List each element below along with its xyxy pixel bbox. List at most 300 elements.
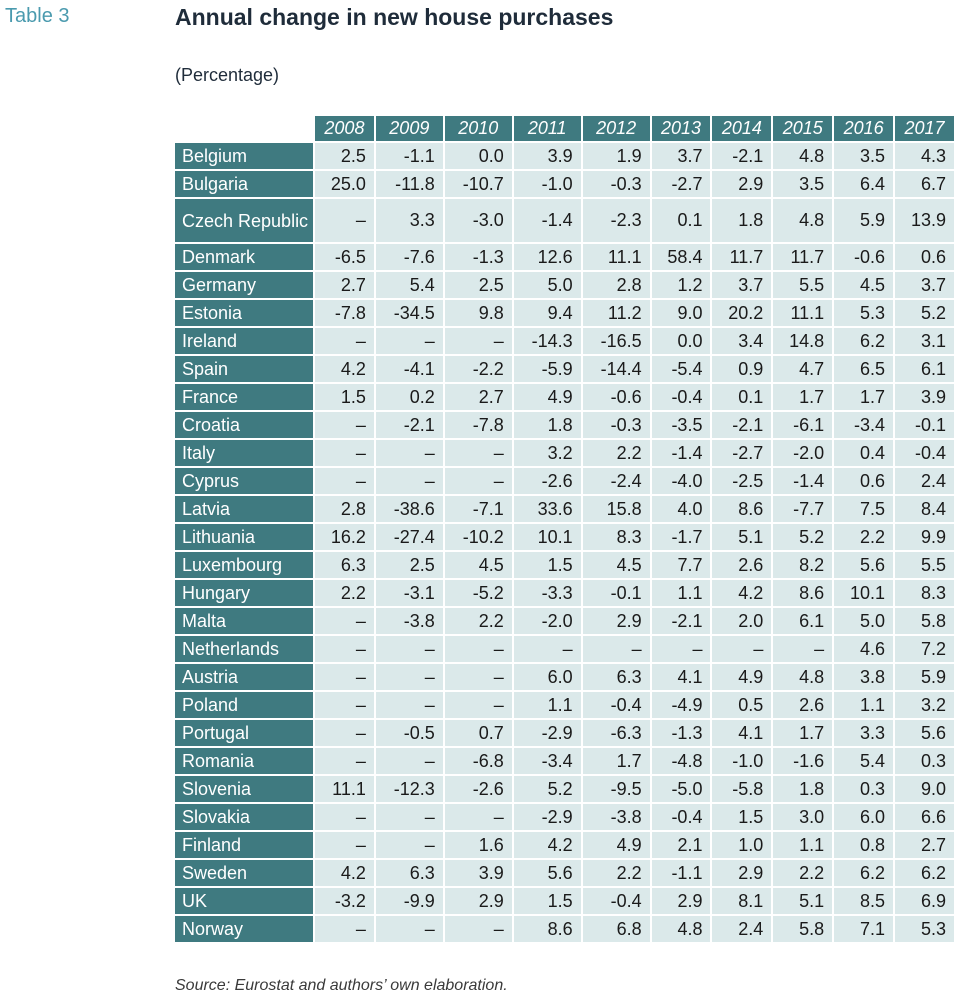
row-country-label: Sweden: [175, 860, 315, 888]
table-cell: 5.1: [773, 888, 834, 916]
table-cell: 2.1: [652, 832, 713, 860]
table-cell: 6.7: [895, 171, 956, 199]
table-cell: -0.3: [583, 412, 652, 440]
table-cell: 3.1: [895, 328, 956, 356]
table-cell: 4.6: [834, 636, 895, 664]
table-cell: 5.0: [834, 608, 895, 636]
table-cell: -16.5: [583, 328, 652, 356]
table-cell: –: [445, 664, 514, 692]
table-cell: 4.5: [583, 552, 652, 580]
table-cell: 2.2: [583, 440, 652, 468]
table-cell: –: [445, 692, 514, 720]
table-cell: 2.2: [445, 608, 514, 636]
corner-cell: [175, 116, 315, 143]
table-cell: -4.9: [652, 692, 713, 720]
table-cell: –: [773, 636, 834, 664]
table-cell: –: [445, 916, 514, 944]
table-cell: –: [712, 636, 773, 664]
column-header-2008: 2008: [315, 116, 376, 143]
table-cell: 5.5: [773, 272, 834, 300]
table-cell: 1.9: [583, 143, 652, 171]
table-cell: –: [315, 412, 376, 440]
row-country-label: Finland: [175, 832, 315, 860]
table-cell: -2.7: [712, 440, 773, 468]
header-row: [175, 116, 956, 143]
row-country-label: Norway: [175, 916, 315, 944]
table-cell: 3.8: [834, 664, 895, 692]
table-cell: 2.7: [445, 384, 514, 412]
table-cell: 2.9: [652, 888, 713, 916]
table-cell: 3.5: [834, 143, 895, 171]
table-cell: 5.6: [514, 860, 583, 888]
table-cell: 1.8: [514, 412, 583, 440]
table-cell: –: [376, 636, 445, 664]
table-row: [175, 720, 956, 748]
row-country-label: Italy: [175, 440, 315, 468]
table-cell: -2.1: [652, 608, 713, 636]
table-cell: -5.8: [712, 776, 773, 804]
table-row: [175, 300, 956, 328]
row-country-label: Lithuania: [175, 524, 315, 552]
table-cell: 6.4: [834, 171, 895, 199]
table-title: Annual change in new house purchases: [175, 4, 614, 30]
table-cell: 5.9: [834, 199, 895, 244]
table-cell: 3.7: [712, 272, 773, 300]
table-row: [175, 412, 956, 440]
table-cell: 0.1: [652, 199, 713, 244]
table-cell: 0.6: [895, 244, 956, 272]
table-cell: -2.6: [445, 776, 514, 804]
table-cell: –: [315, 199, 376, 244]
table-cell: 5.6: [834, 552, 895, 580]
table-cell: –: [376, 748, 445, 776]
row-country-label: France: [175, 384, 315, 412]
table-row: [175, 171, 956, 199]
table-cell: 2.2: [315, 580, 376, 608]
table-cell: -0.4: [895, 440, 956, 468]
table-cell: -1.0: [514, 171, 583, 199]
table-cell: 0.7: [445, 720, 514, 748]
table-label: Table 3: [5, 5, 70, 27]
table-cell: 5.2: [895, 300, 956, 328]
table-cell: -2.3: [583, 199, 652, 244]
table-cell: -38.6: [376, 496, 445, 524]
table-cell: 6.1: [773, 608, 834, 636]
table-row: [175, 608, 956, 636]
table-cell: 1.1: [514, 692, 583, 720]
table-cell: 3.4: [712, 328, 773, 356]
table-cell: –: [315, 748, 376, 776]
table-cell: –: [445, 468, 514, 496]
table-cell: 2.9: [583, 608, 652, 636]
table-cell: 1.5: [712, 804, 773, 832]
table-cell: 5.5: [895, 552, 956, 580]
row-country-label: Luxembourg: [175, 552, 315, 580]
table-cell: -5.4: [652, 356, 713, 384]
table-cell: 3.0: [773, 804, 834, 832]
table-cell: 4.2: [514, 832, 583, 860]
table-cell: 8.3: [895, 580, 956, 608]
table-cell: -1.3: [445, 244, 514, 272]
table-cell: -0.6: [834, 244, 895, 272]
table-cell: -34.5: [376, 300, 445, 328]
column-header-2017: 2017: [895, 116, 956, 143]
table-cell: -3.8: [376, 608, 445, 636]
table-row: [175, 664, 956, 692]
table-cell: -3.4: [834, 412, 895, 440]
table-cell: 6.2: [834, 860, 895, 888]
table-cell: -6.8: [445, 748, 514, 776]
table-cell: 2.5: [376, 552, 445, 580]
table-cell: 0.5: [712, 692, 773, 720]
table-cell: 6.5: [834, 356, 895, 384]
column-header-2013: 2013: [652, 116, 713, 143]
table-cell: -7.8: [445, 412, 514, 440]
table-cell: 2.2: [773, 860, 834, 888]
table-cell: 7.1: [834, 916, 895, 944]
table-cell: 11.2: [583, 300, 652, 328]
table-cell: –: [652, 636, 713, 664]
table-cell: 8.6: [712, 496, 773, 524]
table-cell: 5.0: [514, 272, 583, 300]
table-cell: 1.8: [712, 199, 773, 244]
table-cell: 6.3: [376, 860, 445, 888]
table-cell: -2.6: [514, 468, 583, 496]
source-note: Source: Eurostat and authors’ own elaboration.: [175, 977, 508, 994]
table-cell: 8.6: [773, 580, 834, 608]
table-cell: 2.7: [895, 832, 956, 860]
table-cell: -6.3: [583, 720, 652, 748]
table-row: [175, 496, 956, 524]
table-cell: 9.9: [895, 524, 956, 552]
table-cell: 8.1: [712, 888, 773, 916]
table-cell: -3.2: [315, 888, 376, 916]
table-cell: 11.7: [712, 244, 773, 272]
table-cell: 0.4: [834, 440, 895, 468]
table-body: [175, 143, 956, 944]
table-cell: 4.1: [712, 720, 773, 748]
table-cell: –: [315, 328, 376, 356]
table-cell: -0.4: [652, 804, 713, 832]
row-country-label: Hungary: [175, 580, 315, 608]
table-cell: 2.7: [315, 272, 376, 300]
table-cell: 4.0: [652, 496, 713, 524]
table-cell: 5.4: [834, 748, 895, 776]
table-cell: 6.3: [583, 664, 652, 692]
data-table: [175, 116, 956, 944]
table-cell: 2.9: [712, 860, 773, 888]
table-cell: 4.3: [895, 143, 956, 171]
column-header-2012: 2012: [583, 116, 652, 143]
table-cell: 4.7: [773, 356, 834, 384]
table-cell: 2.9: [712, 171, 773, 199]
table-cell: -7.6: [376, 244, 445, 272]
table-cell: –: [315, 832, 376, 860]
table-cell: -4.0: [652, 468, 713, 496]
table-cell: 3.9: [445, 860, 514, 888]
table-cell: 6.0: [514, 664, 583, 692]
table-row: [175, 860, 956, 888]
table-cell: 20.2: [712, 300, 773, 328]
table-cell: 2.0: [712, 608, 773, 636]
table-cell: 4.2: [712, 580, 773, 608]
table-cell: 3.9: [514, 143, 583, 171]
table-cell: 0.3: [834, 776, 895, 804]
column-header-2009: 2009: [376, 116, 445, 143]
table-cell: -27.4: [376, 524, 445, 552]
table-cell: –: [315, 440, 376, 468]
table-cell: 1.1: [652, 580, 713, 608]
table-row: [175, 804, 956, 832]
table-cell: 2.8: [583, 272, 652, 300]
row-country-label: Romania: [175, 748, 315, 776]
table-row: [175, 776, 956, 804]
table-cell: -1.3: [652, 720, 713, 748]
table-cell: 1.8: [773, 776, 834, 804]
table-cell: –: [376, 804, 445, 832]
table-row: [175, 692, 956, 720]
table-cell: –: [445, 440, 514, 468]
table-cell: 1.5: [514, 552, 583, 580]
table-cell: 1.7: [583, 748, 652, 776]
table-cell: –: [376, 440, 445, 468]
table-subtitle: (Percentage): [175, 65, 280, 85]
table-cell: 5.2: [514, 776, 583, 804]
table-cell: 11.1: [315, 776, 376, 804]
table-cell: –: [315, 916, 376, 944]
table-cell: –: [445, 804, 514, 832]
table-cell: -0.5: [376, 720, 445, 748]
table-cell: 4.1: [652, 664, 713, 692]
table-cell: –: [514, 636, 583, 664]
table-cell: -3.8: [583, 804, 652, 832]
column-header-2015: 2015: [773, 116, 834, 143]
table-cell: 4.9: [712, 664, 773, 692]
table-cell: 8.4: [895, 496, 956, 524]
table-cell: 4.2: [315, 356, 376, 384]
table-cell: -9.9: [376, 888, 445, 916]
table-cell: 11.1: [583, 244, 652, 272]
table-cell: 3.3: [834, 720, 895, 748]
table-cell: –: [376, 664, 445, 692]
table-cell: 6.1: [895, 356, 956, 384]
table-cell: 16.2: [315, 524, 376, 552]
table-cell: 9.4: [514, 300, 583, 328]
table-row: [175, 580, 956, 608]
table-row: [175, 199, 956, 244]
row-country-label: Austria: [175, 664, 315, 692]
table-cell: 2.2: [583, 860, 652, 888]
table-cell: 6.0: [834, 804, 895, 832]
table-cell: -2.7: [652, 171, 713, 199]
column-header-2011: 2011: [514, 116, 583, 143]
table-cell: 1.6: [445, 832, 514, 860]
table-cell: 6.9: [895, 888, 956, 916]
table-cell: 5.3: [834, 300, 895, 328]
table-cell: -2.0: [514, 608, 583, 636]
table-row: [175, 636, 956, 664]
table-cell: -1.4: [652, 440, 713, 468]
table-cell: 3.7: [895, 272, 956, 300]
table-cell: -2.1: [712, 143, 773, 171]
table-cell: 4.8: [773, 143, 834, 171]
table-cell: 5.6: [895, 720, 956, 748]
table-cell: -0.4: [583, 692, 652, 720]
table-cell: 0.0: [652, 328, 713, 356]
table-cell: -6.1: [773, 412, 834, 440]
table-cell: -2.9: [514, 720, 583, 748]
table-cell: 5.3: [895, 916, 956, 944]
table-cell: -0.6: [583, 384, 652, 412]
row-country-label: Croatia: [175, 412, 315, 440]
table-cell: 0.8: [834, 832, 895, 860]
table-cell: -3.3: [514, 580, 583, 608]
table-cell: -0.3: [583, 171, 652, 199]
table-cell: 6.3: [315, 552, 376, 580]
table-cell: 0.0: [445, 143, 514, 171]
row-country-label: Czech Republic: [175, 199, 315, 244]
table-cell: –: [315, 664, 376, 692]
table-cell: -2.2: [445, 356, 514, 384]
table-cell: -14.3: [514, 328, 583, 356]
table-cell: -2.1: [712, 412, 773, 440]
table-cell: -7.8: [315, 300, 376, 328]
table-cell: 6.2: [834, 328, 895, 356]
table-cell: –: [315, 804, 376, 832]
table-cell: –: [583, 636, 652, 664]
table-cell: 5.4: [376, 272, 445, 300]
table-row: [175, 384, 956, 412]
table-cell: -1.7: [652, 524, 713, 552]
table-cell: -2.9: [514, 804, 583, 832]
table-cell: 2.4: [895, 468, 956, 496]
column-header-2014: 2014: [712, 116, 773, 143]
table-cell: 0.6: [834, 468, 895, 496]
table-cell: 2.6: [712, 552, 773, 580]
row-country-label: Poland: [175, 692, 315, 720]
row-country-label: Bulgaria: [175, 171, 315, 199]
row-country-label: Germany: [175, 272, 315, 300]
table-cell: –: [376, 832, 445, 860]
table-cell: 9.8: [445, 300, 514, 328]
table-cell: 2.6: [773, 692, 834, 720]
table-cell: -12.3: [376, 776, 445, 804]
table-row: [175, 916, 956, 944]
table-cell: -7.7: [773, 496, 834, 524]
table-cell: 2.9: [445, 888, 514, 916]
table-cell: -0.1: [895, 412, 956, 440]
table-cell: -5.2: [445, 580, 514, 608]
table-row: [175, 356, 956, 384]
table-cell: 12.6: [514, 244, 583, 272]
row-country-label: Cyprus: [175, 468, 315, 496]
table-cell: 14.8: [773, 328, 834, 356]
table-cell: -5.0: [652, 776, 713, 804]
table-cell: 1.5: [514, 888, 583, 916]
table-cell: -1.4: [514, 199, 583, 244]
table-cell: 15.8: [583, 496, 652, 524]
table-cell: 4.8: [773, 199, 834, 244]
table-cell: 2.4: [712, 916, 773, 944]
table-cell: 33.6: [514, 496, 583, 524]
table-cell: 13.9: [895, 199, 956, 244]
table-cell: 1.2: [652, 272, 713, 300]
table-cell: 58.4: [652, 244, 713, 272]
table-cell: 1.7: [773, 384, 834, 412]
table-cell: -4.1: [376, 356, 445, 384]
table-cell: 8.2: [773, 552, 834, 580]
table-cell: -5.9: [514, 356, 583, 384]
table-cell: 6.6: [895, 804, 956, 832]
table-cell: 2.8: [315, 496, 376, 524]
row-country-label: Estonia: [175, 300, 315, 328]
table-cell: -0.4: [583, 888, 652, 916]
table-cell: -2.5: [712, 468, 773, 496]
table-cell: 0.9: [712, 356, 773, 384]
table-cell: -11.8: [376, 171, 445, 199]
table-cell: 6.2: [895, 860, 956, 888]
table-cell: 10.1: [514, 524, 583, 552]
row-country-label: Denmark: [175, 244, 315, 272]
table-cell: 2.2: [834, 524, 895, 552]
table-cell: 8.5: [834, 888, 895, 916]
table-row: [175, 832, 956, 860]
column-header-2016: 2016: [834, 116, 895, 143]
table-cell: 4.5: [834, 272, 895, 300]
table-cell: 4.9: [514, 384, 583, 412]
table-cell: -1.4: [773, 468, 834, 496]
table-cell: 5.8: [895, 608, 956, 636]
row-country-label: Malta: [175, 608, 315, 636]
table-cell: 5.8: [773, 916, 834, 944]
table-cell: 7.7: [652, 552, 713, 580]
table-cell: –: [376, 916, 445, 944]
table-cell: 5.2: [773, 524, 834, 552]
table-cell: -4.8: [652, 748, 713, 776]
table-cell: -10.7: [445, 171, 514, 199]
table-cell: -3.5: [652, 412, 713, 440]
table-row: [175, 552, 956, 580]
row-country-label: UK: [175, 888, 315, 916]
table-cell: 4.5: [445, 552, 514, 580]
table-cell: 11.1: [773, 300, 834, 328]
table-cell: 3.2: [514, 440, 583, 468]
table-cell: -0.4: [652, 384, 713, 412]
table-cell: 10.1: [834, 580, 895, 608]
table-cell: 1.5: [315, 384, 376, 412]
table-cell: -2.0: [773, 440, 834, 468]
table-cell: 4.8: [773, 664, 834, 692]
table-row: [175, 143, 956, 171]
table-cell: -2.4: [583, 468, 652, 496]
table-cell: -3.1: [376, 580, 445, 608]
row-country-label: Netherlands: [175, 636, 315, 664]
table-row: [175, 328, 956, 356]
row-country-label: Portugal: [175, 720, 315, 748]
table-cell: 0.3: [895, 748, 956, 776]
column-header-2010: 2010: [445, 116, 514, 143]
table-row: [175, 272, 956, 300]
table-cell: 8.3: [583, 524, 652, 552]
table-cell: 1.7: [834, 384, 895, 412]
table-cell: 1.7: [773, 720, 834, 748]
table-cell: -2.1: [376, 412, 445, 440]
table-cell: -10.2: [445, 524, 514, 552]
table-cell: 7.5: [834, 496, 895, 524]
table-cell: 11.7: [773, 244, 834, 272]
table-cell: –: [315, 608, 376, 636]
table-cell: 0.2: [376, 384, 445, 412]
